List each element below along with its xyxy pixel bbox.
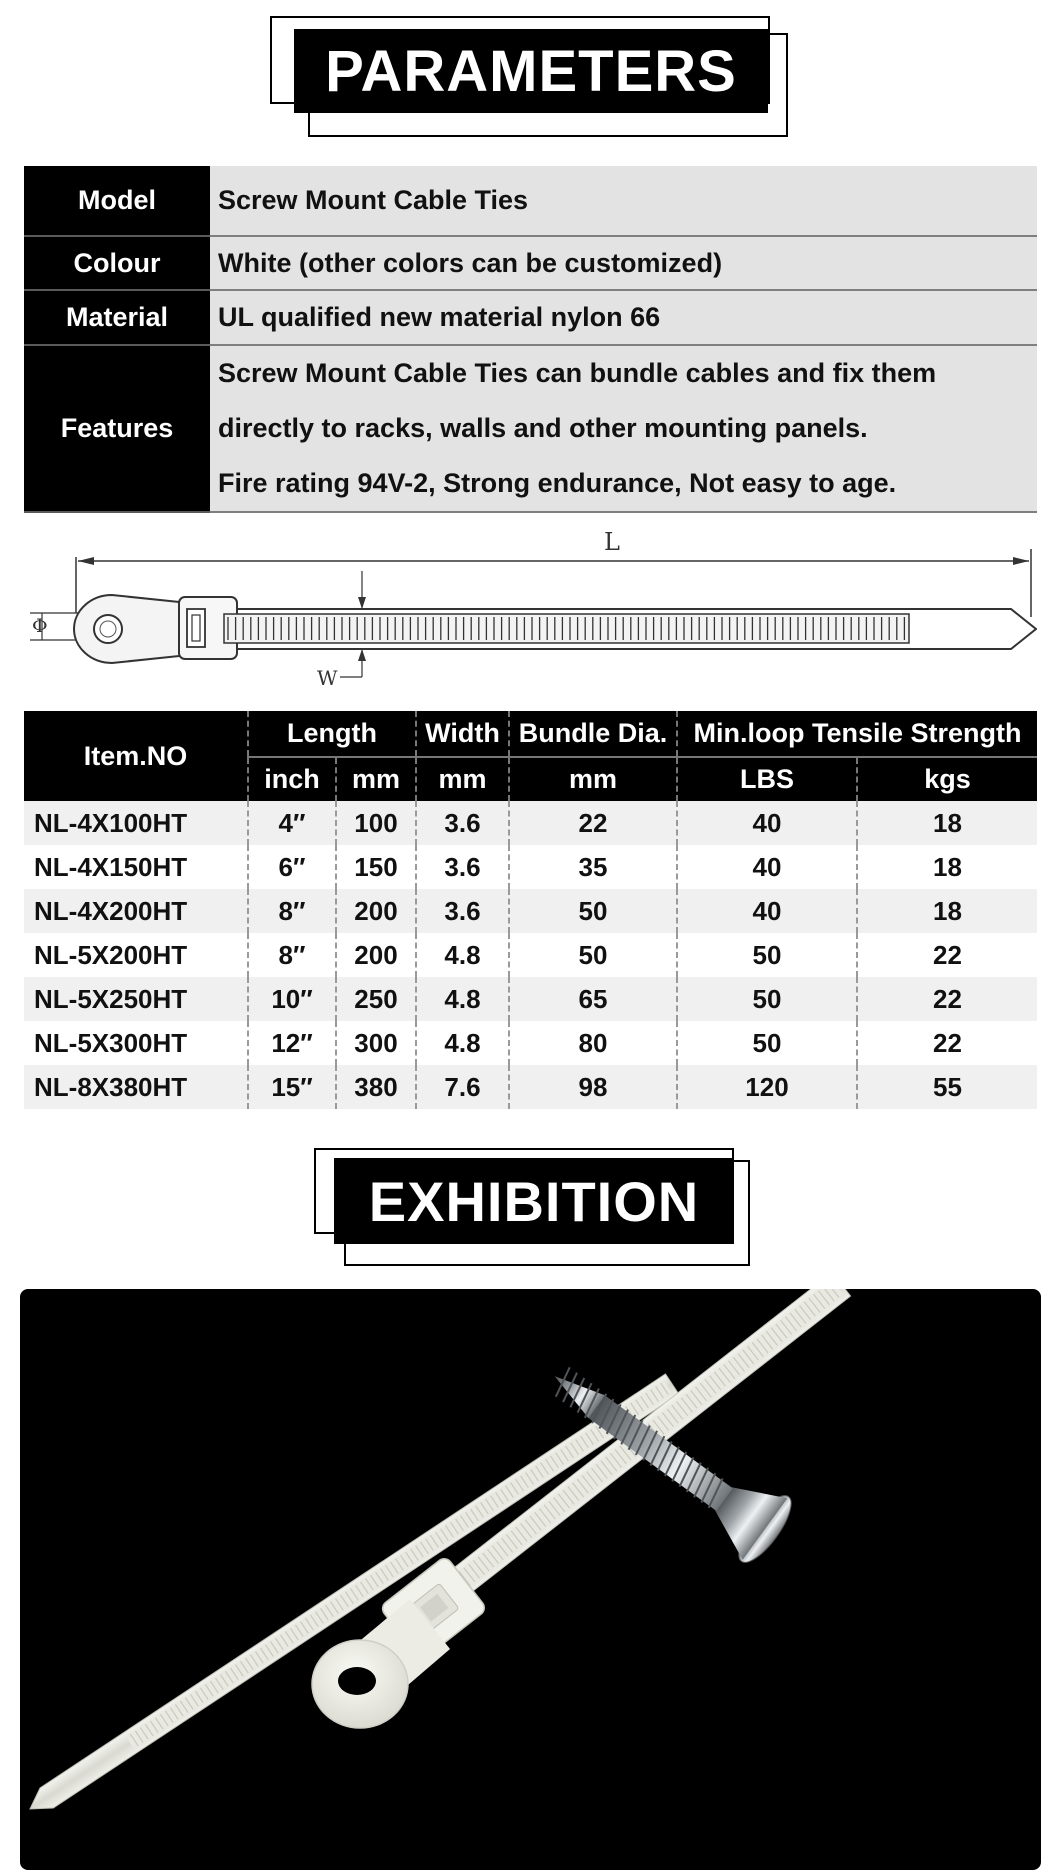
cell-width: 3.6 bbox=[416, 845, 509, 889]
table-row bbox=[24, 889, 1037, 933]
cell-lbs: 40 bbox=[677, 889, 857, 933]
cell-inch: 6″ bbox=[248, 845, 336, 889]
cell-lbs: 120 bbox=[677, 1065, 857, 1109]
length-header: Length bbox=[248, 711, 416, 757]
mm-bundle-header: mm bbox=[509, 757, 677, 801]
table-row bbox=[24, 845, 1037, 889]
parameters-banner bbox=[0, 0, 1060, 140]
cell-kgs: 18 bbox=[857, 801, 1037, 845]
cell-kgs: 22 bbox=[857, 977, 1037, 1021]
material-value: UL qualified new material nylon 66 bbox=[210, 290, 1037, 345]
cell-mm: 200 bbox=[336, 889, 416, 933]
cable-tie-drawing bbox=[24, 525, 1037, 690]
cell-inch: 8″ bbox=[248, 933, 336, 977]
cell-bundle: 50 bbox=[509, 933, 677, 977]
cell-mm: 300 bbox=[336, 1021, 416, 1065]
cell-kgs: 18 bbox=[857, 889, 1037, 933]
cell-item: NL-4X200HT bbox=[24, 889, 248, 933]
parameter-row-colour bbox=[24, 236, 1037, 290]
kgs-header: kgs bbox=[857, 757, 1037, 801]
cell-kgs: 22 bbox=[857, 1021, 1037, 1065]
table-row bbox=[24, 1021, 1037, 1065]
parameter-row-model bbox=[24, 166, 1037, 236]
cell-bundle: 50 bbox=[509, 889, 677, 933]
cell-inch: 15″ bbox=[248, 1065, 336, 1109]
cell-item: NL-4X100HT bbox=[24, 801, 248, 845]
cell-mm: 100 bbox=[336, 801, 416, 845]
cell-item: NL-5X250HT bbox=[24, 977, 248, 1021]
cell-bundle: 80 bbox=[509, 1021, 677, 1065]
cell-mm: 380 bbox=[336, 1065, 416, 1109]
inch-header: inch bbox=[248, 757, 336, 801]
width-header: Width bbox=[416, 711, 509, 757]
parameters-table bbox=[24, 166, 1037, 513]
cell-kgs: 18 bbox=[857, 845, 1037, 889]
cell-lbs: 40 bbox=[677, 845, 857, 889]
cable-tie-long bbox=[23, 1374, 678, 1819]
colour-value: White (other colors can be customized) bbox=[210, 236, 1037, 290]
product-photo bbox=[20, 1289, 1041, 1870]
cell-item: NL-5X300HT bbox=[24, 1021, 248, 1065]
material-label: Material bbox=[24, 290, 210, 345]
cell-lbs: 50 bbox=[677, 933, 857, 977]
cell-width: 3.6 bbox=[416, 801, 509, 845]
width-label: W bbox=[317, 666, 338, 690]
cell-width: 4.8 bbox=[416, 1021, 509, 1065]
cell-inch: 12″ bbox=[248, 1021, 336, 1065]
cell-inch: 10″ bbox=[248, 977, 336, 1021]
parameter-row-features bbox=[24, 345, 1037, 512]
cell-width: 4.8 bbox=[416, 933, 509, 977]
features-line: directly to racks, walls and other mounting panels. bbox=[218, 413, 868, 443]
cell-lbs: 40 bbox=[677, 801, 857, 845]
cell-width: 7.6 bbox=[416, 1065, 509, 1109]
mm-width-header: mm bbox=[416, 757, 509, 801]
model-label: Model bbox=[24, 166, 210, 236]
exhibition-banner bbox=[0, 1140, 1060, 1280]
features-line: Screw Mount Cable Ties can bundle cables and fix them bbox=[218, 358, 937, 388]
exhibition-title: EXHIBITION bbox=[334, 1158, 734, 1244]
model-value: Screw Mount Cable Ties bbox=[210, 166, 1037, 236]
features-label: Features bbox=[24, 345, 210, 512]
tensile-header: Min.loop Tensile Strength bbox=[677, 711, 1037, 757]
header-row bbox=[24, 711, 1037, 757]
length-label: L bbox=[604, 528, 620, 556]
cable-tie-and-screw-illustration bbox=[20, 1289, 1041, 1870]
features-value bbox=[210, 345, 1037, 512]
cell-mm: 200 bbox=[336, 933, 416, 977]
cell-bundle: 65 bbox=[509, 977, 677, 1021]
cell-item: NL-5X200HT bbox=[24, 933, 248, 977]
lbs-header: LBS bbox=[677, 757, 857, 801]
cell-kgs: 55 bbox=[857, 1065, 1037, 1109]
table-row bbox=[24, 977, 1037, 1021]
cell-lbs: 50 bbox=[677, 1021, 857, 1065]
table-row bbox=[24, 801, 1037, 845]
cell-bundle: 35 bbox=[509, 845, 677, 889]
mm-length-header: mm bbox=[336, 757, 416, 801]
table-row bbox=[24, 1065, 1037, 1109]
parameters-title: PARAMETERS bbox=[294, 29, 768, 113]
cell-mm: 250 bbox=[336, 977, 416, 1021]
cell-lbs: 50 bbox=[677, 977, 857, 1021]
item-no-header: Item.NO bbox=[24, 711, 248, 801]
cell-mm: 150 bbox=[336, 845, 416, 889]
table-row bbox=[24, 933, 1037, 977]
cable-tie-diagram bbox=[24, 525, 1037, 690]
cell-inch: 4″ bbox=[248, 801, 336, 845]
colour-label: Colour bbox=[24, 236, 210, 290]
cell-bundle: 22 bbox=[509, 801, 677, 845]
cell-kgs: 22 bbox=[857, 933, 1037, 977]
parameter-row-material bbox=[24, 290, 1037, 345]
cell-item: NL-4X150HT bbox=[24, 845, 248, 889]
cell-width: 3.6 bbox=[416, 889, 509, 933]
hole-label: Φ bbox=[32, 615, 48, 637]
cell-bundle: 98 bbox=[509, 1065, 677, 1109]
cell-width: 4.8 bbox=[416, 977, 509, 1021]
bundle-dia-header: Bundle Dia. bbox=[509, 711, 677, 757]
cell-item: NL-8X380HT bbox=[24, 1065, 248, 1109]
specification-rows bbox=[24, 801, 1037, 1109]
cell-inch: 8″ bbox=[248, 889, 336, 933]
features-line: Fire rating 94V-2, Strong endurance, Not easy to age. bbox=[218, 468, 897, 498]
specification-table bbox=[24, 711, 1037, 1109]
